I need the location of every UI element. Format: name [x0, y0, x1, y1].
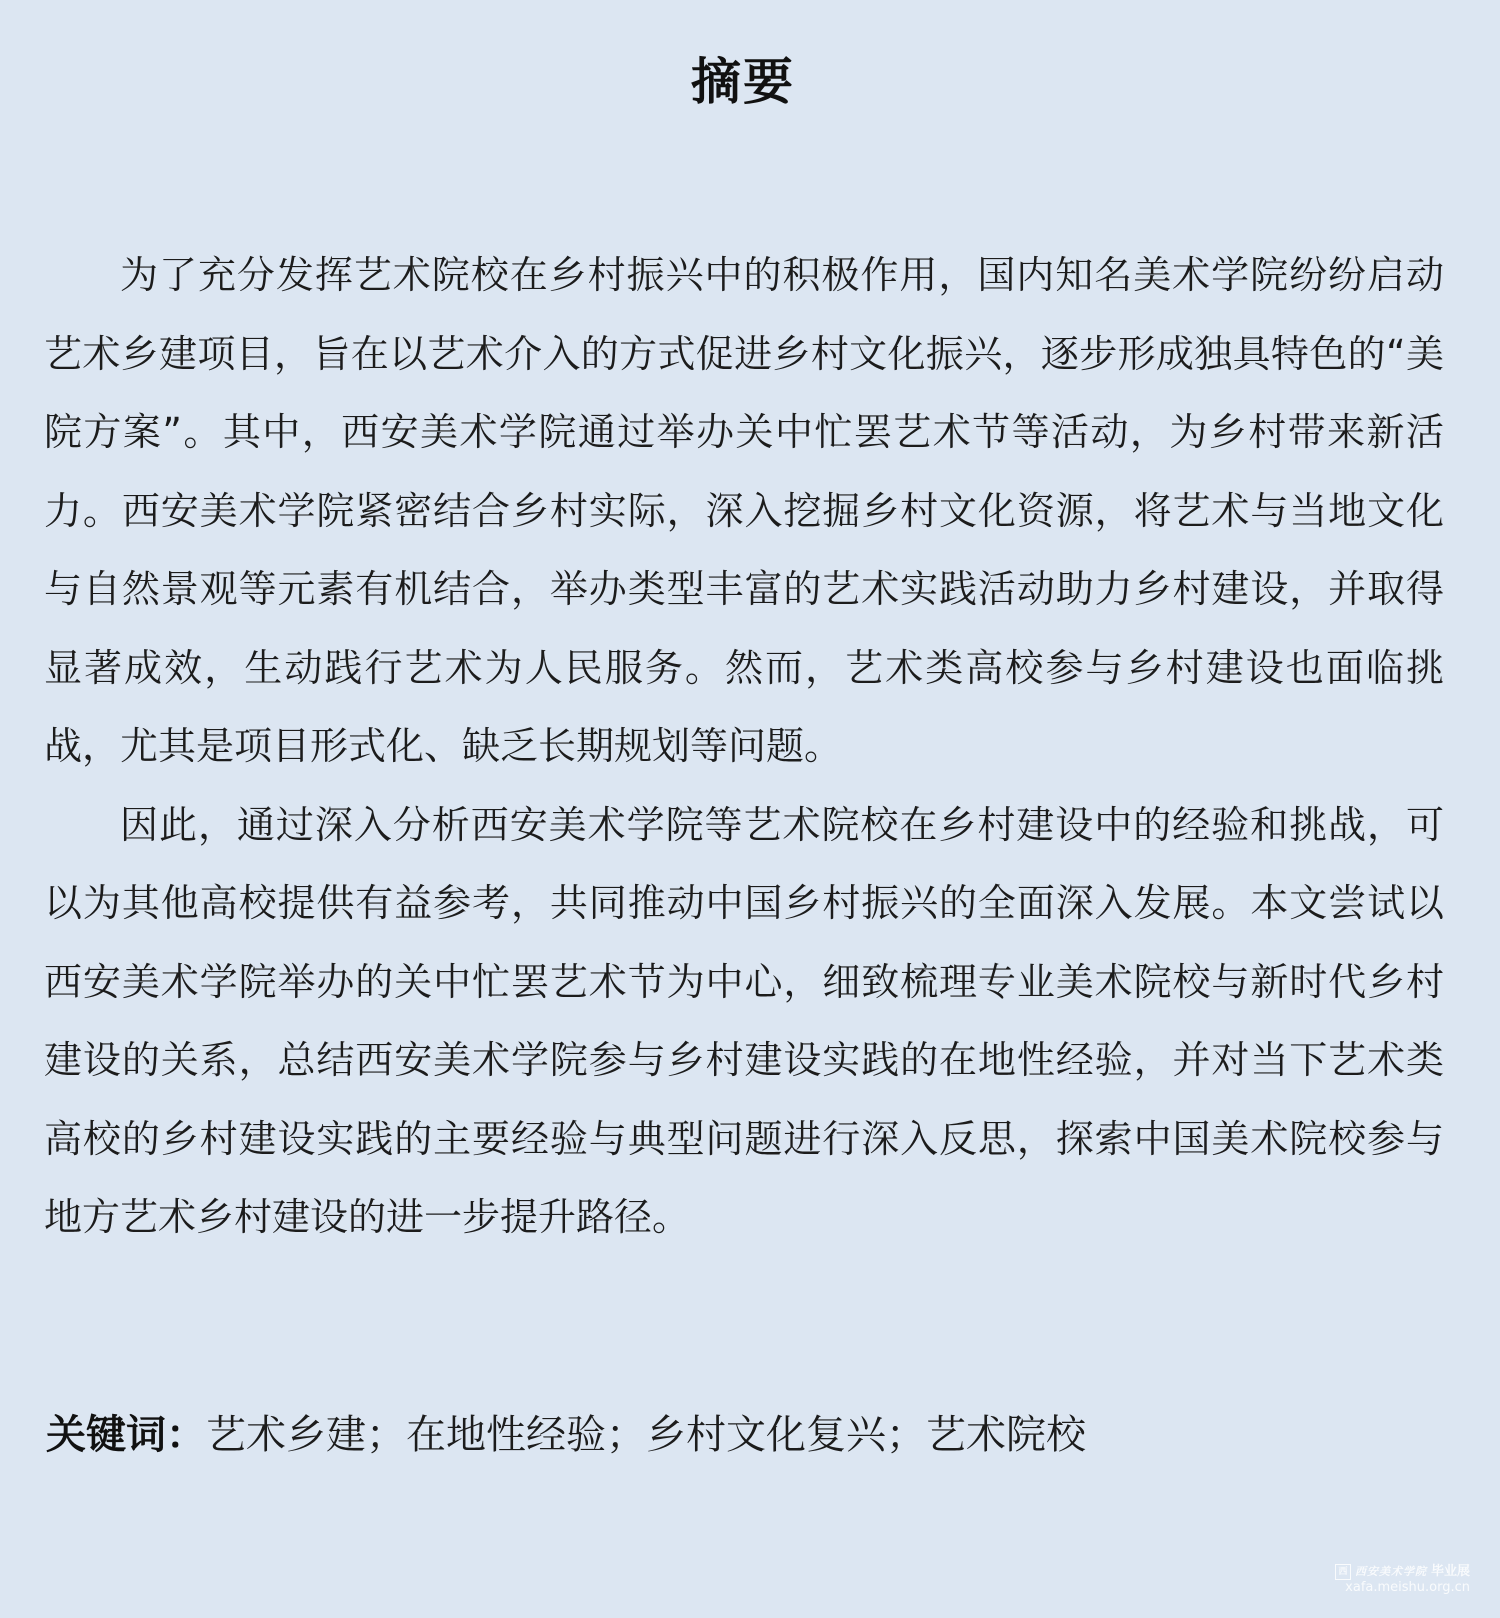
watermark-header [1310, 1564, 1470, 1580]
watermark-label: 毕业展 [1430, 1564, 1470, 1579]
abstract-paragraph-1: 为了充分发挥艺术院校在乡村振兴中的积极作用，国内知名美术学院纷纷启动艺术乡建项目，旨在以艺术介入的方式促进乡村文化振兴，逐步形成独具特色的“美院方案”。其中，西安美术学院通过举办关中忙罢艺术节等活动，为乡村带来新活力。西安美术学院紧密结合乡村实际，深入挖掘乡村文化资源，将艺术与当地文化与自然景观等元素有机结合，举办类型丰富的艺术实践活动助力乡村建设，并取得显著成效，生动践行艺术为人民服务。然而，艺术类高校参与乡村建设也面临挑战，尤其是项目形式化、缺乏长期规划等问题。 [44, 253, 1444, 768]
abstract-body [44, 236, 1444, 1257]
watermark-school-name: 西安美术学院 [1354, 1565, 1427, 1578]
abstract-paragraph-2: 因此，通过深入分析西安美术学院等艺术院校在乡村建设中的经验和挑战，可以为其他高校提供有益参考，共同推动中国乡村振兴的全面深入发展。本文尝试以西安美术学院举办的关中忙罢艺术节为中心，细致梳理专业美术院校与新时代乡村建设的关系，总结西安美术学院参与乡村建设实践的在地性经验，并对当下艺术类高校的乡村建设实践的主要经验与典型问题进行深入反思，探索中国美术院校参与地方艺术乡村建设的进一步提升路径。 [44, 802, 1444, 1239]
keywords-label: 关键词： [46, 1412, 206, 1458]
watermark [1310, 1564, 1470, 1596]
keywords-text: 艺术乡建；在地性经验；乡村文化复兴；艺术院校 [206, 1412, 1086, 1458]
school-emblem-icon: 西 [1335, 1564, 1351, 1580]
keywords-line [46, 1405, 1086, 1465]
document-title: 摘要 [691, 53, 795, 111]
watermark-url: xafa.meishu.org.cn [1345, 1580, 1470, 1595]
